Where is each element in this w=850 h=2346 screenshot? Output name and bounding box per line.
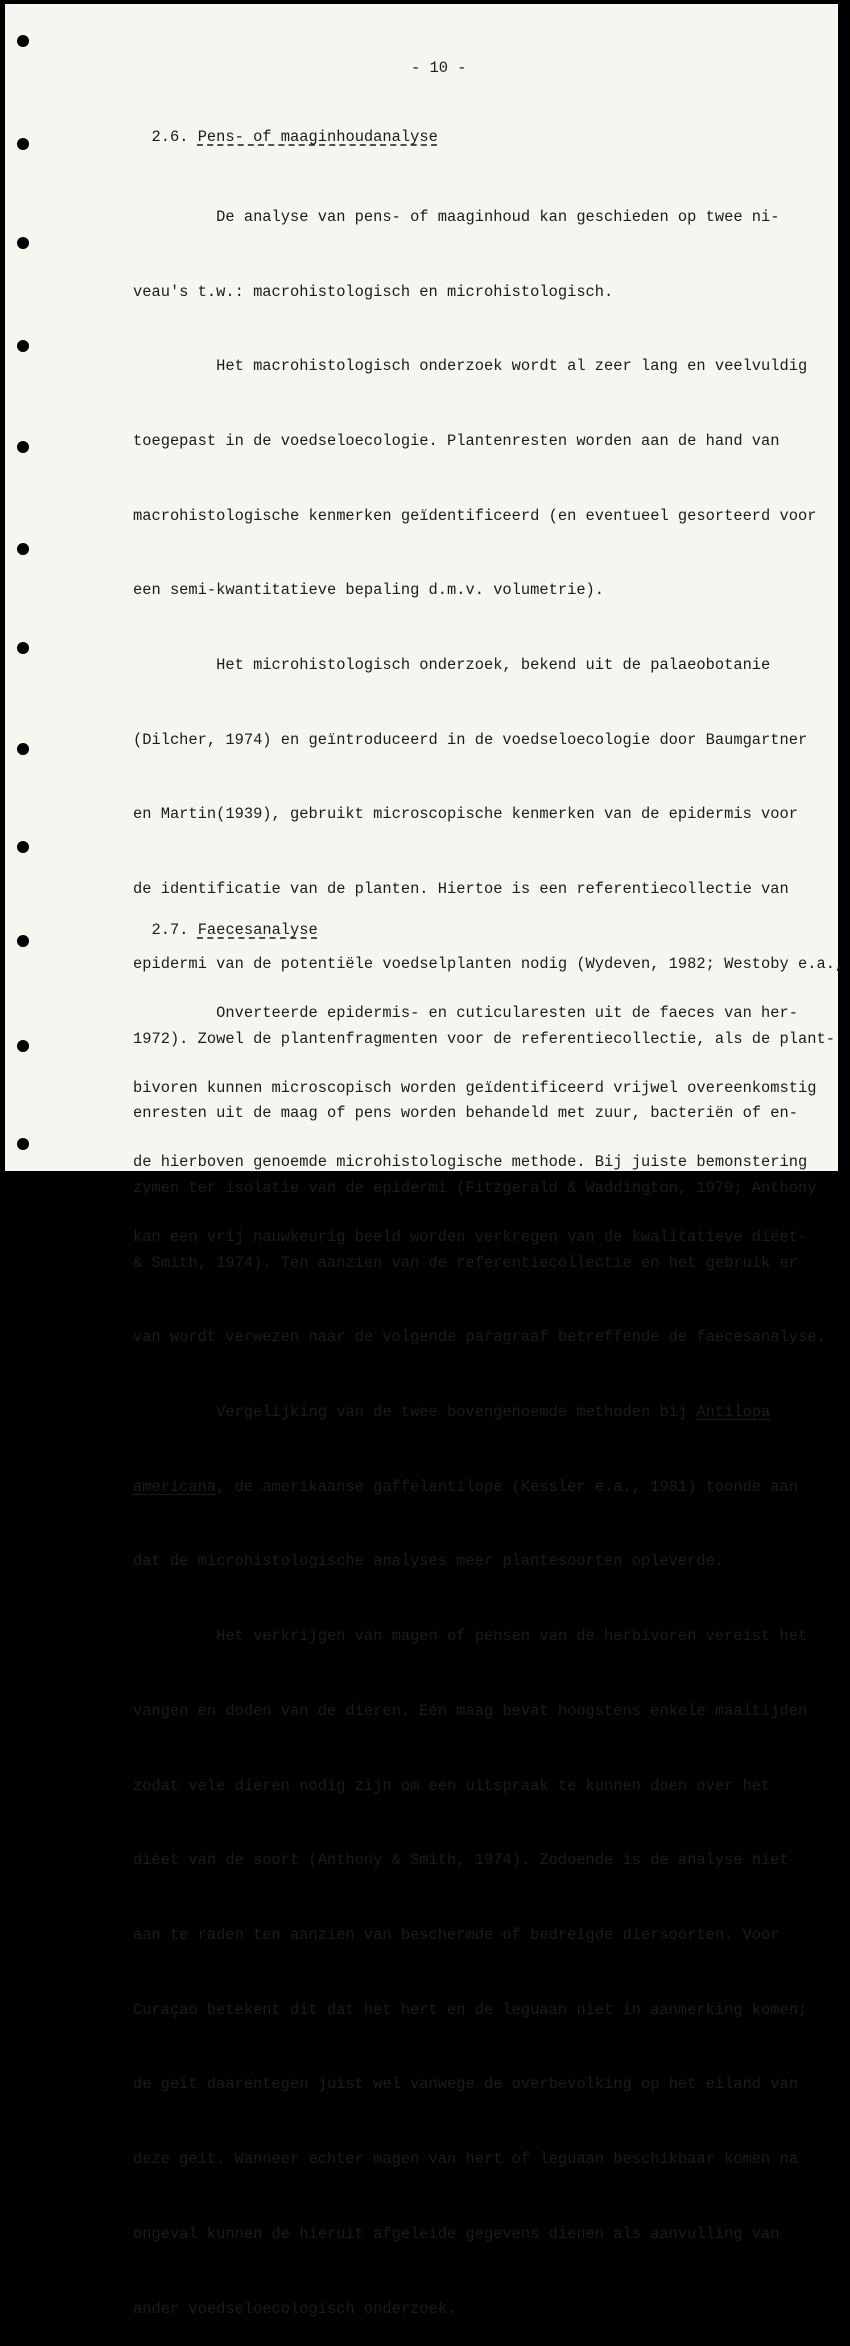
text-line: diëet van de soort (Anthony & Smith, 1974). Zodoende is de analyse niet [133,1851,789,1870]
binder-hole [17,935,29,947]
text-line: Vergelijking van de twee bovengenoemde methoden bij Antilopa [133,1403,771,1422]
binder-hole [17,35,29,47]
text-line: Curaçao betekent dit dat het hert en de leguaan niet in aanmerking komen; [133,2000,808,2019]
species-name: Antilopa [696,1403,771,1422]
text-line: bivoren kunnen microscopisch worden geïdentificeerd vrijwel overeenkomstig [133,1078,817,1097]
page-number: - 10 - [411,59,467,77]
text-line: 1972). Zowel de plantenfragmenten voor de referentiecollectie, als de plant- [133,1029,835,1048]
text-line: van wordt verwezen naar de volgende paragraaf betreffende de faecesanalyse. [133,1328,826,1347]
text-line: macrohistologische kenmerken geïdentificeerd (en eventueel gesorteerd voor [133,506,817,525]
species-name: americana [133,1477,217,1496]
binder-hole [17,138,29,150]
text-line: & Smith, 1974). Ten aanzien van de referentiecollectie en het gebruik er [133,1253,798,1272]
text-line: zodat vele dieren nodig zijn om een uitspraak te kunnen doen over het [133,1776,771,1795]
binder-hole [17,340,29,352]
text-line: vangen en doden van de dieren. Eén maag bevat hoogstens enkele maaltijden [133,1701,808,1720]
text-line: dat de microhistologische analyses meer plantesoorten opleverde. [133,1552,725,1571]
binder-hole [17,743,29,755]
text-line: americana, de amerikaanse gaffelantilope (Kessler e.a., 1981) toonde aan [133,1477,798,1496]
text-line: ander voedseloecologisch onderzoek. [133,2299,457,2318]
text-line: Het verkrijgen van magen of pensen van de herbivoren vereist het [133,1627,808,1646]
text-line: De analyse van pens- of maaginhoud kan geschieden op twee ni- [133,207,780,226]
text-line: zymen ter isolatie van de epidermi (Fitzgerald & Waddington, 1979; Anthony [133,1178,817,1197]
binder-hole [17,441,29,453]
text-line: veau's t.w.: macrohistologisch en microhistologisch. [133,282,614,301]
section-heading [133,110,438,146]
text-line: een semi-kwantitatieve bepaling d.m.v. volumetrie). [133,581,605,600]
text-line: de geit daarentegen juist wel vanwege de overbevolking op het eiland van [133,2075,798,2094]
text-line: (Dilcher, 1974) en geïntroduceerd in de voedseloecologie door Baumgartner [133,730,808,749]
text-line: Onverteerde epidermis- en cuticularesten uit de faeces van her- [133,1003,798,1022]
text-line: de hierboven genoemde microhistologische methode. Bij juiste bemonstering [133,1153,808,1172]
text-line: de identificatie van de planten. Hiertoe is een referentiecollectie van [133,880,789,899]
binder-hole [17,237,29,249]
text-line: aan te raden ten aanzien van beschermde of bedreigde diersoorten. Voor [133,1925,780,1944]
section-body [133,951,816,1275]
text-line: deze geit. Wanneer echter magen van hert of leguaan beschikbaar komen na [133,2150,798,2169]
section-number: 2.7. [151,921,189,939]
binder-hole [17,841,29,853]
section-title: Faecesanalyse [197,921,318,939]
section-number: 2.6. [151,128,189,146]
text-line: toegepast in de voedseloecologie. Plantenresten worden aan de hand van [133,431,780,450]
binder-hole [17,543,29,555]
binder-hole [17,642,29,654]
section-title: Pens- of maaginhoudanalyse [197,128,438,146]
text-line: en Martin(1939), gebruikt microscopische kenmerken van de epidermis voor [133,805,798,824]
text-line: enresten uit de maag of pens worden behandeld met zuur, bacteriën of en- [133,1104,798,1123]
text-line: Het microhistologisch onderzoek, bekend uit de palaeobotanie [133,656,771,675]
text-line: Het macrohistologisch onderzoek wordt al zeer lang en veelvuldig [133,357,808,376]
section-heading [133,903,318,939]
binder-hole [17,1138,29,1150]
text-line: epidermi van de potentiële voedselplanten nodig (Wydeven, 1982; Westoby e.a., [133,954,845,973]
text-line: ongeval kunnen de hieruit afgeleide gegevens dienen als aanvulling van [133,2224,780,2243]
text-line: kan een vrij nauwkeurig beeld worden verkregen van de kwalitatieve diëet- [133,1227,808,1246]
binder-hole [17,1040,29,1052]
